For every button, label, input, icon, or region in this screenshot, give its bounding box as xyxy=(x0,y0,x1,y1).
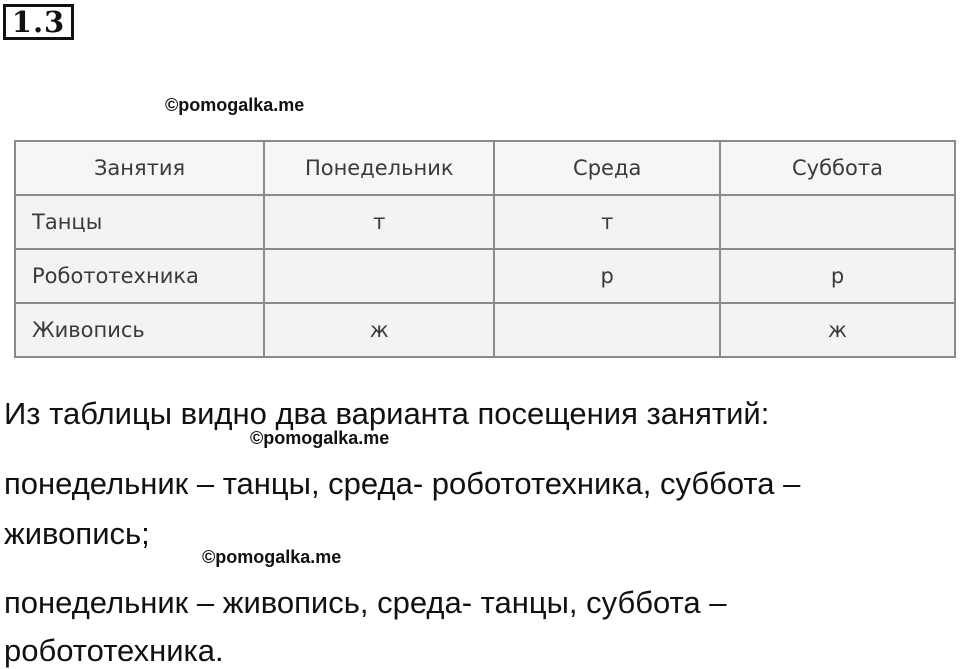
table-cell: т xyxy=(494,195,720,249)
table-row xyxy=(15,195,955,249)
schedule-table xyxy=(14,140,956,358)
watermark: ©pomogalka.me xyxy=(165,95,305,115)
header-wednesday: Среда xyxy=(494,141,720,195)
problem-number: 1.3 xyxy=(3,4,74,40)
table-cell: ж xyxy=(264,303,494,357)
header-monday: Понедельник xyxy=(264,141,494,195)
table-row xyxy=(15,303,955,357)
table-cell: т xyxy=(264,195,494,249)
answer-intro: Из таблицы видно два варианта посещения занятий: xyxy=(4,396,770,431)
answer-variant-2-cont: робототехника. xyxy=(4,633,224,668)
table-cell: р xyxy=(720,249,955,303)
watermark: ©pomogalka.me xyxy=(202,547,342,567)
table-cell: р xyxy=(494,249,720,303)
header-saturday: Суббота xyxy=(720,141,955,195)
activity-cell: Танцы xyxy=(15,195,264,249)
answer-variant-1: понедельник – танцы, среда- робототехника, суббота – xyxy=(4,466,801,501)
table-cell xyxy=(720,195,955,249)
table-row xyxy=(15,249,955,303)
table-cell: ж xyxy=(720,303,955,357)
table-cell xyxy=(264,249,494,303)
table-header-row xyxy=(15,141,955,195)
answer-variant-2: понедельник – живопись, среда- танцы, суббота – xyxy=(4,585,727,620)
activity-cell: Робототехника xyxy=(15,249,264,303)
table-cell xyxy=(494,303,720,357)
answer-variant-1-cont: живопись; xyxy=(4,516,150,551)
activity-cell: Живопись xyxy=(15,303,264,357)
watermark: ©pomogalka.me xyxy=(250,428,390,448)
header-activity: Занятия xyxy=(15,141,264,195)
